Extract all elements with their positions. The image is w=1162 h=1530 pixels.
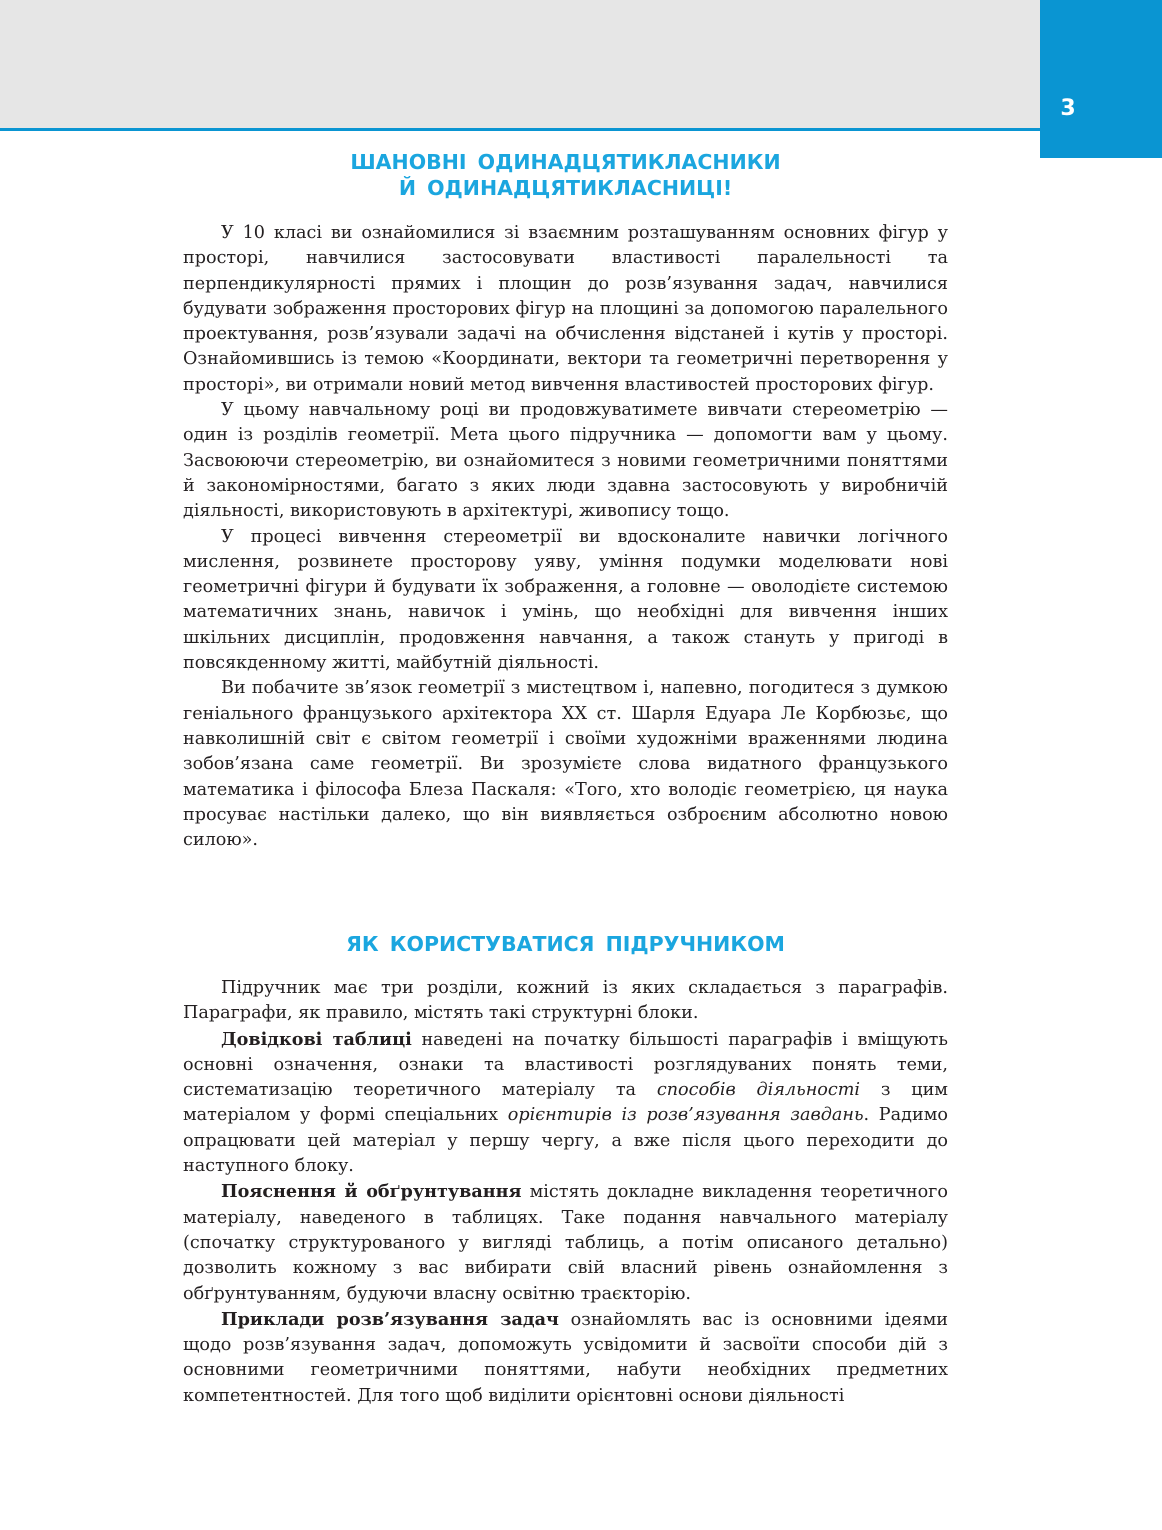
tables-text-3: . Радимо опрацювати цей матеріал у першу чергу, а вже після цього переходити до наступного блоку.	[183, 1105, 948, 1177]
greeting-heading-line-1: ШАНОВНІ ОДИНАДЦЯТИКЛАСНИКИ	[350, 150, 781, 174]
page-number-tab	[1040, 0, 1162, 158]
howto-explanations-paragraph	[183, 1179, 948, 1306]
explanations-term: Пояснення й обґрунтування	[221, 1181, 522, 1203]
tables-text-1: наведені на початку більшості параграфів і вміщують основні означення, ознаки та властивості розглядуваних понять теми, систематизацію теоретичного матеріалу та	[183, 1029, 948, 1101]
howto-examples-paragraph	[183, 1307, 948, 1409]
tables-text-2: з цим матеріалом у формі спеціальних	[183, 1080, 948, 1126]
tables-emphasis-2: орієнтирів із розв’язування завдань	[507, 1105, 864, 1126]
greeting-paragraph-4: Ви побачите зв’язок геометрії з мистецтвом і, напевно, погодитеся з думкою геніального французького архітектора XX ст. Шарля Едуара Ле Корбюзьє, що навколишній світ є світом геометрії і своїми художніми враженнями людина зобов’язана саме геометрії. Ви зрозумієте слова видатного французького математика і філософа Блеза Паскаля: «Того, хто володіє геометрією, ця наука просуває настільки далеко, що він виявляється озброєним абсолютно новою силою».	[183, 678, 948, 851]
howto-intro-paragraph: Підручник має три розділи, кожний із яких складається з параграфів. Параграфи, як правило, містять такі структурні блоки.	[183, 978, 948, 1024]
howto-section	[183, 976, 948, 1409]
explanations-text: містять докладне викладення теоретичного матеріалу, наведеного в таблицях. Таке подання навчального матеріалу (спочатку структурованого у вигляді таблиць, а потім описаного детально) дозволить кожному з вас вибирати свій власний рівень ознайомлення з обґрунтуванням, будуючи власну освітню траєкторію.	[183, 1182, 948, 1304]
howto-tables-paragraph	[183, 1027, 948, 1180]
page-number: 3	[1060, 96, 1076, 121]
examples-term: Приклади розв’язування задач	[221, 1308, 559, 1330]
tables-term: Довідкові таблиці	[221, 1028, 412, 1050]
examples-text: ознайомлять вас із основними ідеями щодо розв’язування задач, допоможуть усвідомити й засвоїти способи дій з основними геометричними поняттями, набути необхідних предметних компетентностей. Для того щоб виділити орієнтовні основи діяльності	[183, 1309, 948, 1406]
greeting-paragraph-3: У процесі вивчення стереометрії ви вдосконалите навички логічного мислення, розвинете просторову уяву, уміння подумки моделювати нові геометричні фігури й будувати їх зображення, а головне — оволодієте системою математичних знань, навичок і умінь, що необхідні для вивчення інших шкільних дисциплін, продовження навчання, а також стануть у пригоді в повсякденному житті, майбутній діяльності.	[183, 526, 948, 674]
page-header-rule	[0, 128, 1040, 131]
tables-emphasis-1: способів діяльності	[656, 1080, 861, 1101]
greeting-paragraph-1: У 10 класі ви ознайомилися зі взаємним розташуванням основних фігур у просторі, навчилися застосовувати властивості паралельності та перпендикулярності прямих і площин до розв’язування задач, навчилися будувати зображення просторових фігур на площині за допомогою паралельного проектування, розв’язували задачі на обчислення відстаней і кутів у просторі. Ознайомившись із темою «Координати, вектори та геометричні перетворення у просторі», ви отримали новий метод вивчення властивостей просторових фігур.	[183, 223, 948, 395]
greeting-heading	[183, 149, 948, 201]
greeting-paragraph-2: У цьому навчальному році ви продовжуватимете вивчати стереометрію — один із розділів геометрії. Мета цього підручника — допомогти вам у цьому. Засвоюючи стереометрію, ви ознайомитеся з новими геометричними поняттями й закономірностями, багато з яких люди здавна застосовують у виробничій діяльності, використовують в архітектурі, живопису тощо.	[183, 400, 948, 522]
greeting-section	[183, 221, 948, 853]
page-header-band	[0, 0, 1040, 128]
greeting-heading-line-2: Й ОДИНАДЦЯТИКЛАСНИЦІ!	[398, 176, 733, 200]
howto-heading: ЯК КОРИСТУВАТИСЯ ПІДРУЧНИКОМ	[346, 932, 785, 956]
